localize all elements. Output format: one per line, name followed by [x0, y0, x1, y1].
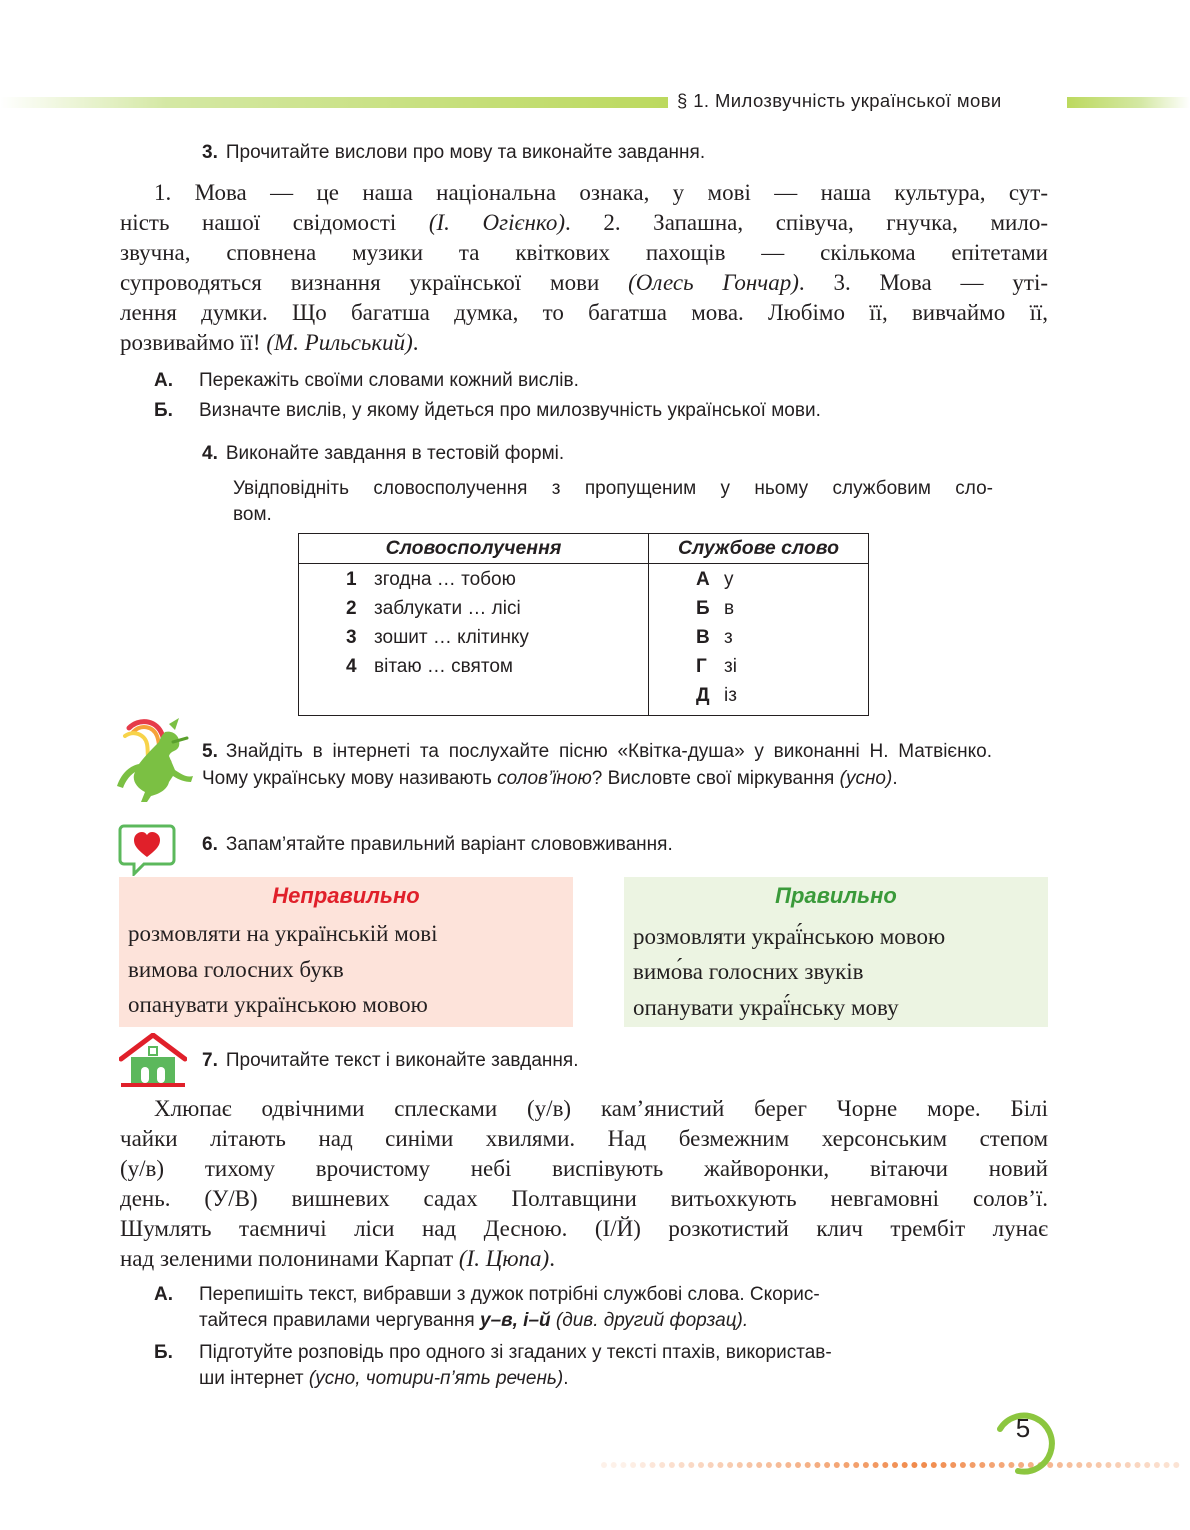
- heart-chat-icon: [118, 824, 176, 876]
- task3-quotes: [120, 178, 1048, 358]
- task5-text-before: Знайдіть в інтернеті та послухайте пісню «Квітка-душа» у виконанні Н. Матвієнко. Чому українську мову називають: [202, 741, 992, 789]
- section-title: § 1. Милозвучність української мови: [677, 90, 1002, 111]
- footer-dot: [1164, 1462, 1170, 1468]
- footer-dot: [1086, 1462, 1092, 1468]
- footer-dot: [737, 1462, 743, 1468]
- text-line: над зеленими полонинами Карпат (І. Цюпа).: [120, 1246, 555, 1271]
- footer-dot: [1105, 1462, 1111, 1468]
- footer-dot: [834, 1462, 840, 1468]
- footer-dot: [611, 1462, 617, 1468]
- table-row: [696, 627, 733, 649]
- task6-instruction-row: [202, 834, 673, 856]
- item-text: Перекажіть своїми словами кожний вислів.: [199, 370, 579, 391]
- footer-dot: [892, 1462, 898, 1468]
- task3-item-b: [154, 398, 1034, 424]
- task7-number: 7.: [202, 1050, 218, 1071]
- text-line: Шумлять таємничі ліси над Десною. (І/Й) розкотистий клич трембіт лунає: [120, 1216, 1048, 1241]
- unicorn-icon: [115, 716, 197, 804]
- row-number: 1: [346, 569, 357, 590]
- table-row: [696, 656, 737, 678]
- item-note: (усно, чотири-п’ять речень): [308, 1368, 564, 1389]
- task6-number: 6.: [202, 834, 218, 855]
- task5-note: (усно): [839, 768, 893, 789]
- table-row: [346, 598, 521, 620]
- item-line: Перепишіть текст, вибравши з дужок потрібні службові слова. Скорис-: [199, 1284, 820, 1305]
- table-header-word: Службове слово: [677, 537, 839, 559]
- footer-dot: [1125, 1462, 1131, 1468]
- footer-dot: [1144, 1462, 1150, 1468]
- item-letter: Б.: [154, 1342, 173, 1363]
- table-header-divider: [299, 563, 868, 564]
- row-text: зошит … клітинку: [374, 627, 529, 648]
- footer-dot: [960, 1462, 966, 1468]
- footer-dot: [640, 1462, 646, 1468]
- table-row: [346, 627, 529, 649]
- footer-dot: [931, 1462, 937, 1468]
- footer-dot: [698, 1462, 704, 1468]
- footer-dot: [669, 1462, 675, 1468]
- item-text: ши інтернет: [199, 1368, 309, 1389]
- footer-dot: [756, 1462, 762, 1468]
- footer-dot: [785, 1462, 791, 1468]
- footer-dot: [1076, 1462, 1082, 1468]
- footer-dot: [844, 1462, 850, 1468]
- footer-dot: [921, 1462, 927, 1468]
- footer-dot: [688, 1462, 694, 1468]
- item-line: [199, 1308, 954, 1334]
- row-text: у: [724, 569, 734, 590]
- footer-dot: [941, 1462, 947, 1468]
- row-letter: В: [696, 627, 710, 648]
- quote-line: лення думки. Що багатша думка, то багатша мова. Любімо її, вивчаймо її,: [120, 300, 1048, 325]
- header-bar-left: [0, 97, 668, 108]
- footer-dot: [911, 1462, 917, 1468]
- quote-line: супроводяться визнання української мови (Олесь Гончар). 3. Мова — уті-: [120, 270, 1048, 295]
- row-text: в: [724, 598, 735, 619]
- footer-dot: [1115, 1462, 1121, 1468]
- row-letter: Д: [696, 685, 710, 706]
- item-letter: А.: [154, 1284, 173, 1305]
- footer-dot: [1096, 1462, 1102, 1468]
- page-number: 5: [1015, 1413, 1031, 1443]
- table-row: [696, 685, 737, 707]
- right-title: Правильно: [775, 883, 897, 908]
- footer-dot: [1067, 1462, 1073, 1468]
- subinstruction-line: вом.: [233, 504, 272, 525]
- footer-dot: [805, 1462, 811, 1468]
- wrong-item: вимова голосних букв: [128, 957, 344, 982]
- footer-dot: [776, 1462, 782, 1468]
- task7-instruction-row: [202, 1050, 578, 1072]
- footer-dot: [717, 1462, 723, 1468]
- item-text: тайтеся правилами чергування: [199, 1310, 480, 1331]
- task7-instruction: Прочитайте текст і виконайте завдання.: [225, 1050, 579, 1071]
- text-line: день. (У/В) вишневих садах Полтавщини витьохкують невгамовні солов’ї.: [120, 1186, 1048, 1211]
- row-number: 3: [346, 627, 357, 648]
- task7-text: [120, 1094, 1048, 1274]
- footer-dot: [620, 1462, 626, 1468]
- task5-end: .: [892, 768, 898, 789]
- footer-dot: [630, 1462, 636, 1468]
- text-line: Хлюпає одвічними сплесками (у/в) кам’янистий берег Чорне море. Білі: [154, 1096, 1048, 1121]
- item-end: .: [563, 1368, 569, 1389]
- item-text: Визначте вислів, у якому йдеться про милозвучність української мови.: [199, 400, 821, 421]
- row-letter: А: [696, 569, 710, 590]
- item-bold: у–в, і–й: [480, 1310, 551, 1331]
- row-text: заблукати … лісі: [374, 598, 521, 619]
- table-header-phrase: Словосполучення: [385, 537, 562, 559]
- wrong-usage-box: [119, 877, 573, 1027]
- footer-dot: [902, 1462, 908, 1468]
- row-text: з: [724, 627, 733, 648]
- quote-line: 1. Мова — це наша національна ознака, у мові — наша культура, сут-: [154, 180, 1048, 205]
- item-letter: А.: [154, 370, 173, 391]
- matching-table: [298, 533, 869, 716]
- right-item: розмовляти украї́нською мовою: [633, 924, 946, 949]
- task3-instruction-row: [202, 142, 705, 164]
- subinstruction-line: Увідповідніть словосполучення з пропущеним у ньому службовим сло-: [233, 478, 993, 499]
- wrong-item: опанувати українською мовою: [128, 992, 428, 1017]
- footer-dot: [766, 1462, 772, 1468]
- footer-dot: [679, 1462, 685, 1468]
- row-number: 2: [346, 598, 357, 619]
- text-line: чайки літають над синіми хвилями. Над безмежним херсонським степом: [120, 1126, 1048, 1151]
- item-letter: Б.: [154, 400, 173, 421]
- footer-dot: [824, 1462, 830, 1468]
- quote-line: звучна, сповнена музики та квіткових пахощів — скількома епітетами: [120, 240, 1048, 265]
- task3-instruction: Прочитайте вислови про мову та виконайте завдання.: [225, 142, 706, 163]
- task4-number: 4.: [202, 443, 218, 464]
- task3-number: 3.: [202, 142, 218, 163]
- footer-dots: [600, 1459, 1190, 1471]
- footer-dot: [1154, 1462, 1160, 1468]
- footer-dot: [601, 1462, 607, 1468]
- row-text: згодна … тобою: [374, 569, 516, 590]
- row-text: зі: [724, 656, 737, 677]
- task6-instruction: Запам’ятайте правильний варіант слововживання.: [225, 834, 673, 855]
- footer-dot: [795, 1462, 801, 1468]
- right-item: опанувати украї́нську мову: [633, 995, 899, 1020]
- wrong-item: розмовляти на українській мові: [128, 921, 438, 946]
- task5-italic-word: солов’їною: [497, 768, 592, 789]
- footer-dot: [882, 1462, 888, 1468]
- row-text: із: [724, 685, 737, 706]
- footer-dot: [659, 1462, 665, 1468]
- text-line: (у/в) тихому врочистому небі виспівують жайворонки, вітаючи новий: [120, 1156, 1048, 1181]
- footer-dot: [873, 1462, 879, 1468]
- table-divider: [648, 534, 649, 715]
- table-row: [346, 656, 513, 678]
- row-text: вітаю … святом: [374, 656, 513, 677]
- task5-text-after: ? Висловте свої міркування: [591, 768, 840, 789]
- house-icon: [119, 1033, 187, 1089]
- right-usage-box: [624, 877, 1048, 1027]
- item-line: [199, 1366, 954, 1392]
- item-note: (див. другий форзац).: [550, 1310, 749, 1331]
- right-item: вимо́ва голосних звуків: [633, 959, 864, 984]
- row-number: 4: [346, 656, 357, 677]
- table-row: [696, 569, 734, 591]
- footer-dot: [814, 1462, 820, 1468]
- header-bar-right: [1067, 97, 1190, 108]
- footer-dot: [1135, 1462, 1141, 1468]
- task5-text: [202, 738, 992, 792]
- footer-dot: [979, 1462, 985, 1468]
- footer-dot: [863, 1462, 869, 1468]
- task7-item-b: [154, 1340, 954, 1392]
- table-row: [346, 569, 516, 591]
- table-row: [696, 598, 734, 620]
- task4-subinstruction: [233, 476, 993, 528]
- footer-dot: [950, 1462, 956, 1468]
- quote-line: розвиваймо її! (М. Рильський).: [120, 330, 419, 355]
- task4-instruction-row: [202, 443, 564, 465]
- footer-dot: [650, 1462, 656, 1468]
- footer-dot: [747, 1462, 753, 1468]
- footer-dot: [853, 1462, 859, 1468]
- wrong-title: Неправильно: [272, 883, 420, 908]
- row-letter: Б: [696, 598, 710, 619]
- task4-instruction: Виконайте завдання в тестовій формі.: [225, 443, 565, 464]
- footer-dot: [727, 1462, 733, 1468]
- task3-item-a: [154, 368, 1034, 394]
- task5-number: 5.: [202, 741, 218, 762]
- quote-line: ність нашої свідомості (І. Огієнко). 2. Запашна, співуча, гнучка, мило-: [120, 210, 1048, 235]
- footer-dot: [708, 1462, 714, 1468]
- footer-dot: [970, 1462, 976, 1468]
- row-letter: Г: [696, 656, 707, 677]
- task7-item-a: [154, 1282, 954, 1334]
- footer-dot: [1173, 1462, 1179, 1468]
- item-line: Підготуйте розповідь про одного зі згаданих у тексті птахів, використав-: [199, 1342, 832, 1363]
